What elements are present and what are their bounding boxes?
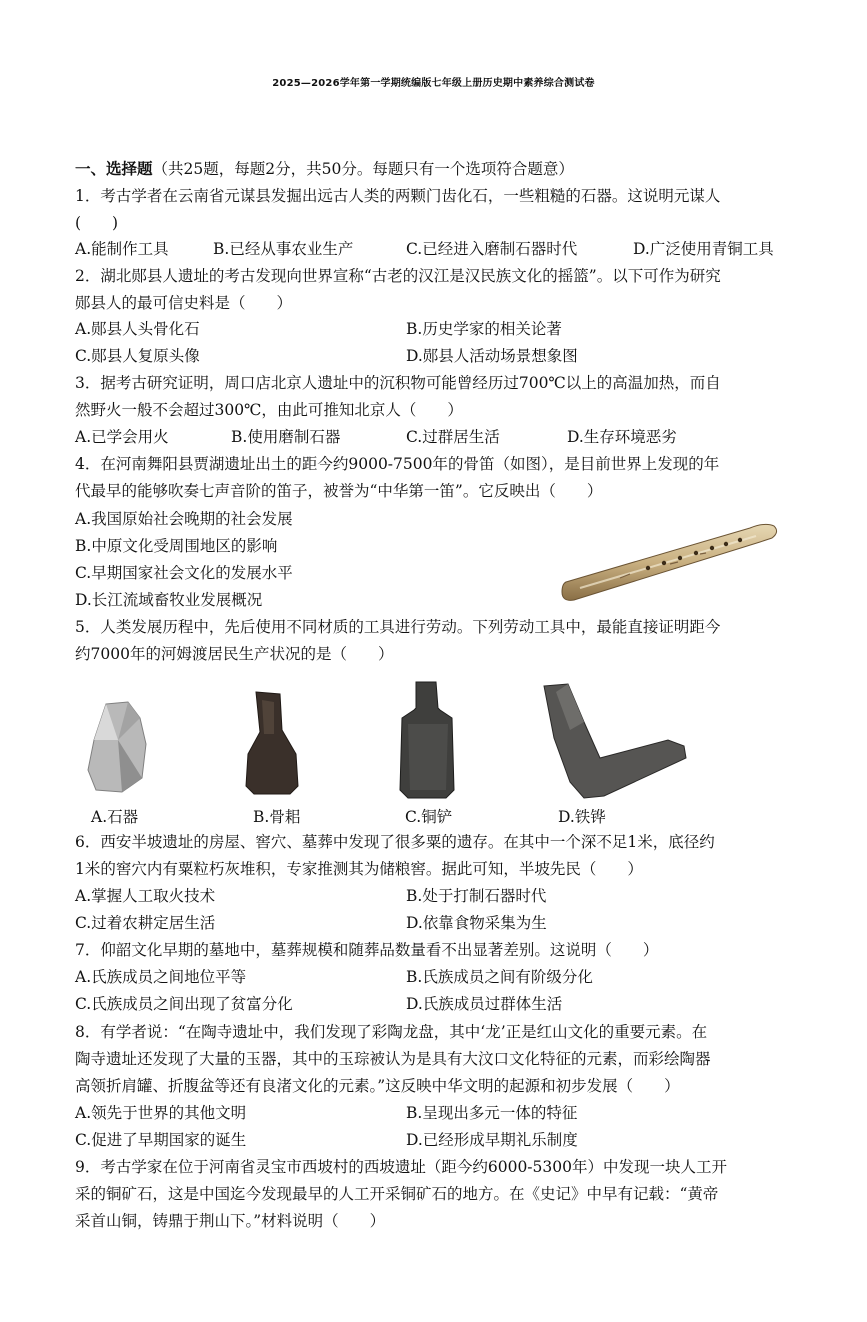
question-2-option-a: A.郧县人头骨化石 <box>75 320 200 338</box>
question-3-option-c: C.过群居生活 <box>406 428 500 446</box>
bronze-shovel-image <box>396 680 460 800</box>
question-2-option-c: C.郧县人复原头像 <box>75 347 200 365</box>
question-6-option-b: B.处于打制石器时代 <box>406 887 547 905</box>
section-note: （共25题，每题2分，共50分。每题只有一个选项符合题意） <box>152 160 574 178</box>
question-8-option-c: C.促进了早期国家的诞生 <box>75 1131 247 1149</box>
question-8-line-2: 陶寺遗址还发现了大量的玉器，其中的玉琮被认为是具有大汶口文化特征的元素，而彩绘陶器 <box>75 1050 711 1068</box>
question-8-option-d: D.已经形成早期礼乐制度 <box>406 1131 578 1149</box>
question-5-line-1: 5．人类发展历程中，先后使用不同材质的工具进行劳动。下列劳动工具中，最能直接证明距今 <box>75 618 721 636</box>
question-5-line-2: 约7000年的河姆渡居民生产状况的是（ ） <box>75 645 394 663</box>
section-label: 一、选择题 <box>75 159 153 178</box>
question-4-option-c: C.早期国家社会文化的发展水平 <box>75 564 293 582</box>
question-2-option-b: B.历史学家的相关论著 <box>406 320 562 338</box>
question-2-line-1: 2．湖北郧县人遗址的考古发现向世界宣称“古老的汉江是汉民族文化的摇篮”。以下可作为研究 <box>75 267 721 285</box>
question-6-line-1: 6．西安半坡遗址的房屋、窖穴、墓葬中发现了很多粟的遗存。在其中一个深不足1米，底径约 <box>75 833 715 851</box>
question-8-line-1: 8．有学者说：“在陶寺遗址中，我们发现了彩陶龙盘，其中‘龙’正是红山文化的重要元素。在 <box>75 1023 708 1041</box>
question-4-option-a: A.我国原始社会晚期的社会发展 <box>75 510 293 528</box>
question-4-line-2: 代最早的能够吹奏七声音阶的笛子，被誉为“中华第一笛”。它反映出（ ） <box>75 482 603 500</box>
question-5-option-b: B.骨耜 <box>253 808 301 826</box>
stone-tool-image <box>84 700 154 796</box>
question-3-line-2: 然野火一般不会超过300℃，由此可推知北京人（ ） <box>75 401 463 419</box>
question-2-line-2: 郧县人的最可信史料是（ ） <box>75 294 293 312</box>
question-8-option-b: B.呈现出多元一体的特征 <box>406 1104 578 1122</box>
question-1-line-1: 1．考古学者在云南省元谋县发掘出远古人类的两颗门齿化石，一些粗糙的石器。这说明元谋人 <box>75 187 721 205</box>
question-7-option-c: C.氏族成员之间出现了贫富分化 <box>75 995 293 1013</box>
question-3-option-b: B.使用磨制石器 <box>231 428 341 446</box>
question-8-option-a: A.领先于世界的其他文明 <box>75 1104 247 1122</box>
question-5-option-a: A.石器 <box>91 808 139 826</box>
question-7-option-b: B.氏族成员之间有阶级分化 <box>406 968 593 986</box>
question-1-option-a: A.能制作工具 <box>75 240 169 258</box>
question-8-line-3: 高领折肩罐、折腹盆等还有良渚文化的元素。”这反映中华文明的起源和初步发展（ ） <box>75 1077 680 1095</box>
bone-flute-image <box>560 516 782 604</box>
question-7-line-1: 7．仰韶文化早期的墓地中，墓葬规模和随葬品数量看不出显著差别。这说明（ ） <box>75 941 659 959</box>
question-6-option-d: D.依靠食物采集为生 <box>406 914 547 932</box>
question-1-option-d: D.广泛使用青铜工具 <box>633 240 774 258</box>
question-6-line-2: 1米的窖穴内有粟粒朽灰堆积，专家推测其为储粮窖。据此可知，半坡先民（ ） <box>75 860 643 878</box>
bone-spade-image <box>240 690 304 796</box>
question-1-option-b: B.已经从事农业生产 <box>213 240 354 258</box>
question-6-option-c: C.过着农耕定居生活 <box>75 914 216 932</box>
iron-plough-image <box>540 682 690 802</box>
question-4-option-b: B.中原文化受周围地区的影响 <box>75 537 278 555</box>
question-3-line-1: 3．据考古研究证明，周口店北京人遗址中的沉积物可能曾经历过700℃以上的高温加热，而自 <box>75 374 721 392</box>
question-9-line-1: 9．考古学家在位于河南省灵宝市西坡村的西坡遗址（距今约6000-5300年）中发现一块人工开 <box>75 1158 727 1176</box>
question-2-option-d: D.郧县人活动场景想象图 <box>406 347 578 365</box>
question-3-option-d: D.生存环境恶劣 <box>567 428 677 446</box>
question-3-option-a: A.已学会用火 <box>75 428 169 446</box>
question-7-option-a: A.氏族成员之间地位平等 <box>75 968 247 986</box>
question-9-line-2: 采的铜矿石，这是中国迄今发现最早的人工开采铜矿石的地方。在《史记》中早有记载：“黄帝 <box>75 1185 719 1203</box>
question-7-option-d: D.氏族成员过群体生活 <box>406 995 563 1013</box>
question-4-line-1: 4．在河南舞阳县贾湖遗址出土的距今约9000-7500年的骨笛（如图），是目前世界上发现的年 <box>75 455 720 473</box>
question-9-line-3: 采首山铜，铸鼎于荆山下。”材料说明（ ） <box>75 1212 386 1230</box>
question-1-option-c: C.已经进入磨制石器时代 <box>406 240 578 258</box>
question-6-option-a: A.掌握人工取火技术 <box>75 887 216 905</box>
section-heading <box>75 158 574 180</box>
exam-title: 2025—2026学年第一学期统编版七年级上册历史期中素养综合测试卷 <box>272 78 595 89</box>
question-5-option-d: D.铁铧 <box>558 808 606 826</box>
question-5-option-c: C.铜铲 <box>405 808 453 826</box>
question-4-option-d: D.长江流域畜牧业发展概况 <box>75 591 263 609</box>
question-1-line-2: ( ) <box>75 214 119 232</box>
